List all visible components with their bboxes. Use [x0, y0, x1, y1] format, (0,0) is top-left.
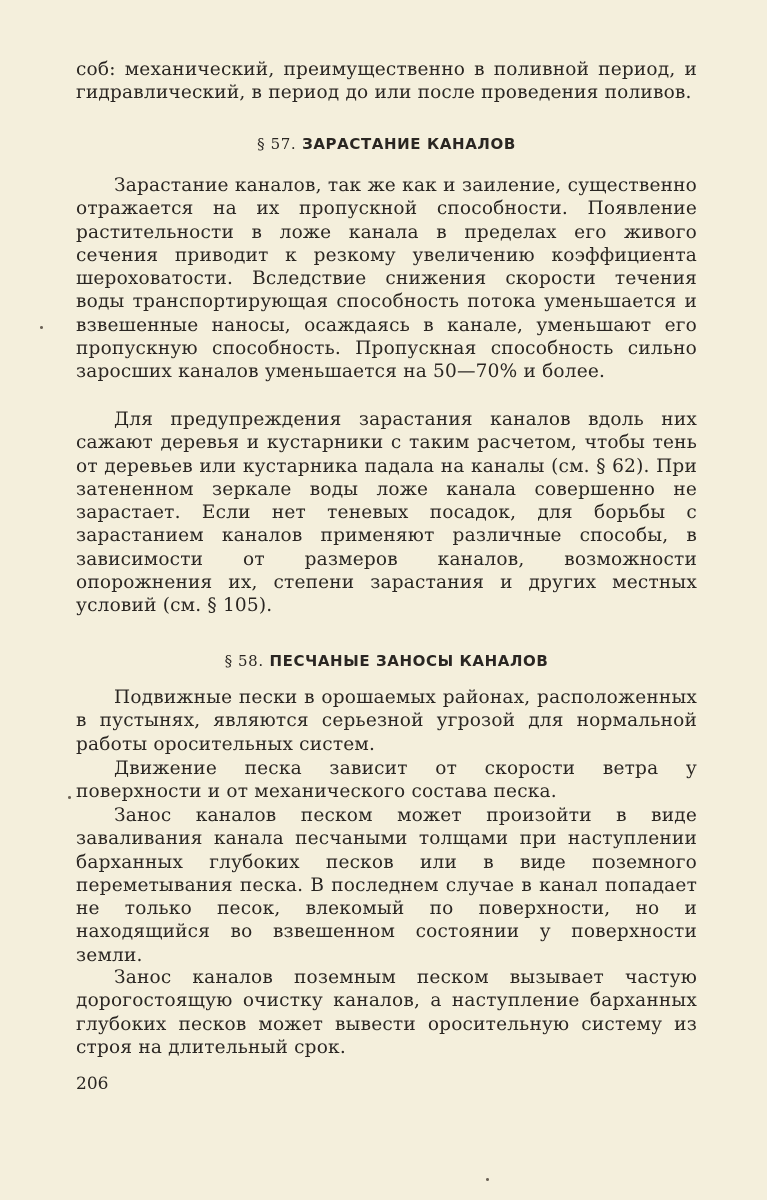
- page-number: 206: [76, 1074, 109, 1094]
- paper-speck: [40, 326, 43, 329]
- section-58-paragraph-4: Занос каналов поземным песком вызывает частую дорогостоящую очистку каналов, а наступление барханных глубоких песков может вывести оросительную систему из строя на длительный срок.: [76, 967, 697, 1058]
- section-57-heading: [76, 134, 697, 154]
- paper-speck: [68, 796, 71, 799]
- section-58-number: § 58.: [224, 652, 264, 670]
- section-58-paragraph-2: Движение песка зависит от скорости ветра у поверхности и от механического состава песка.: [76, 758, 697, 803]
- top-paragraph: соб: механический, преимущественно в поливной период, и гидравлический, в период до или после проведения поливов.: [76, 59, 697, 104]
- section-57-paragraph-2: Для предупреждения зарастания каналов вдоль них сажают деревья и кустарники с таким расчетом, чтобы тень от деревьев или кустарника падала на каналы (см. § 62). При затененном зеркале воды ложе канала совершенно не зарастает. Если нет теневых посадок, для борьбы с зарастанием каналов применяют различные способы, в зависимости от размеров каналов, возможности опорожнения их, степени зарастания и других местных условий (см. § 105).: [76, 409, 697, 617]
- section-57-paragraph-1: Зарастание каналов, так же как и заиление, существенно отражается на их пропускной способности. Появление растительности в ложе канала в пределах его живого сечения приводит к резкому увеличению коэффициента шероховатости. Вследствие снижения скорости течения воды транспортирующая способность потока уменьшается и взвешенные наносы, осаждаясь в канале, уменьшают его пропускную способность. Пропускная способность сильно заросших каналов уменьшается на 50—70% и более.: [76, 175, 697, 383]
- paper-speck: [486, 1178, 489, 1181]
- section-58-paragraph-3: Занос каналов песком может произойти в виде заваливания канала песчаными толщами при наступлении барханных глубоких песков или в виде поземного переметывания песка. В последнем случае в канал попадает не только песок, влекомый по поверхности, но и находящийся во взвешенном состоянии у поверхности земли.: [76, 805, 697, 966]
- section-58-paragraph-1: Подвижные пески в орошаемых районах, расположенных в пустынях, являются серьезной угрозой для нормальной работы оросительных систем.: [76, 687, 697, 755]
- section-57-title: ЗАРАСТАНИЕ КАНАЛОВ: [302, 135, 516, 153]
- section-57-number: § 57.: [257, 135, 297, 153]
- section-58-title: ПЕСЧАНЫЕ ЗАНОСЫ КАНАЛОВ: [269, 652, 549, 670]
- section-58-heading: [76, 651, 697, 671]
